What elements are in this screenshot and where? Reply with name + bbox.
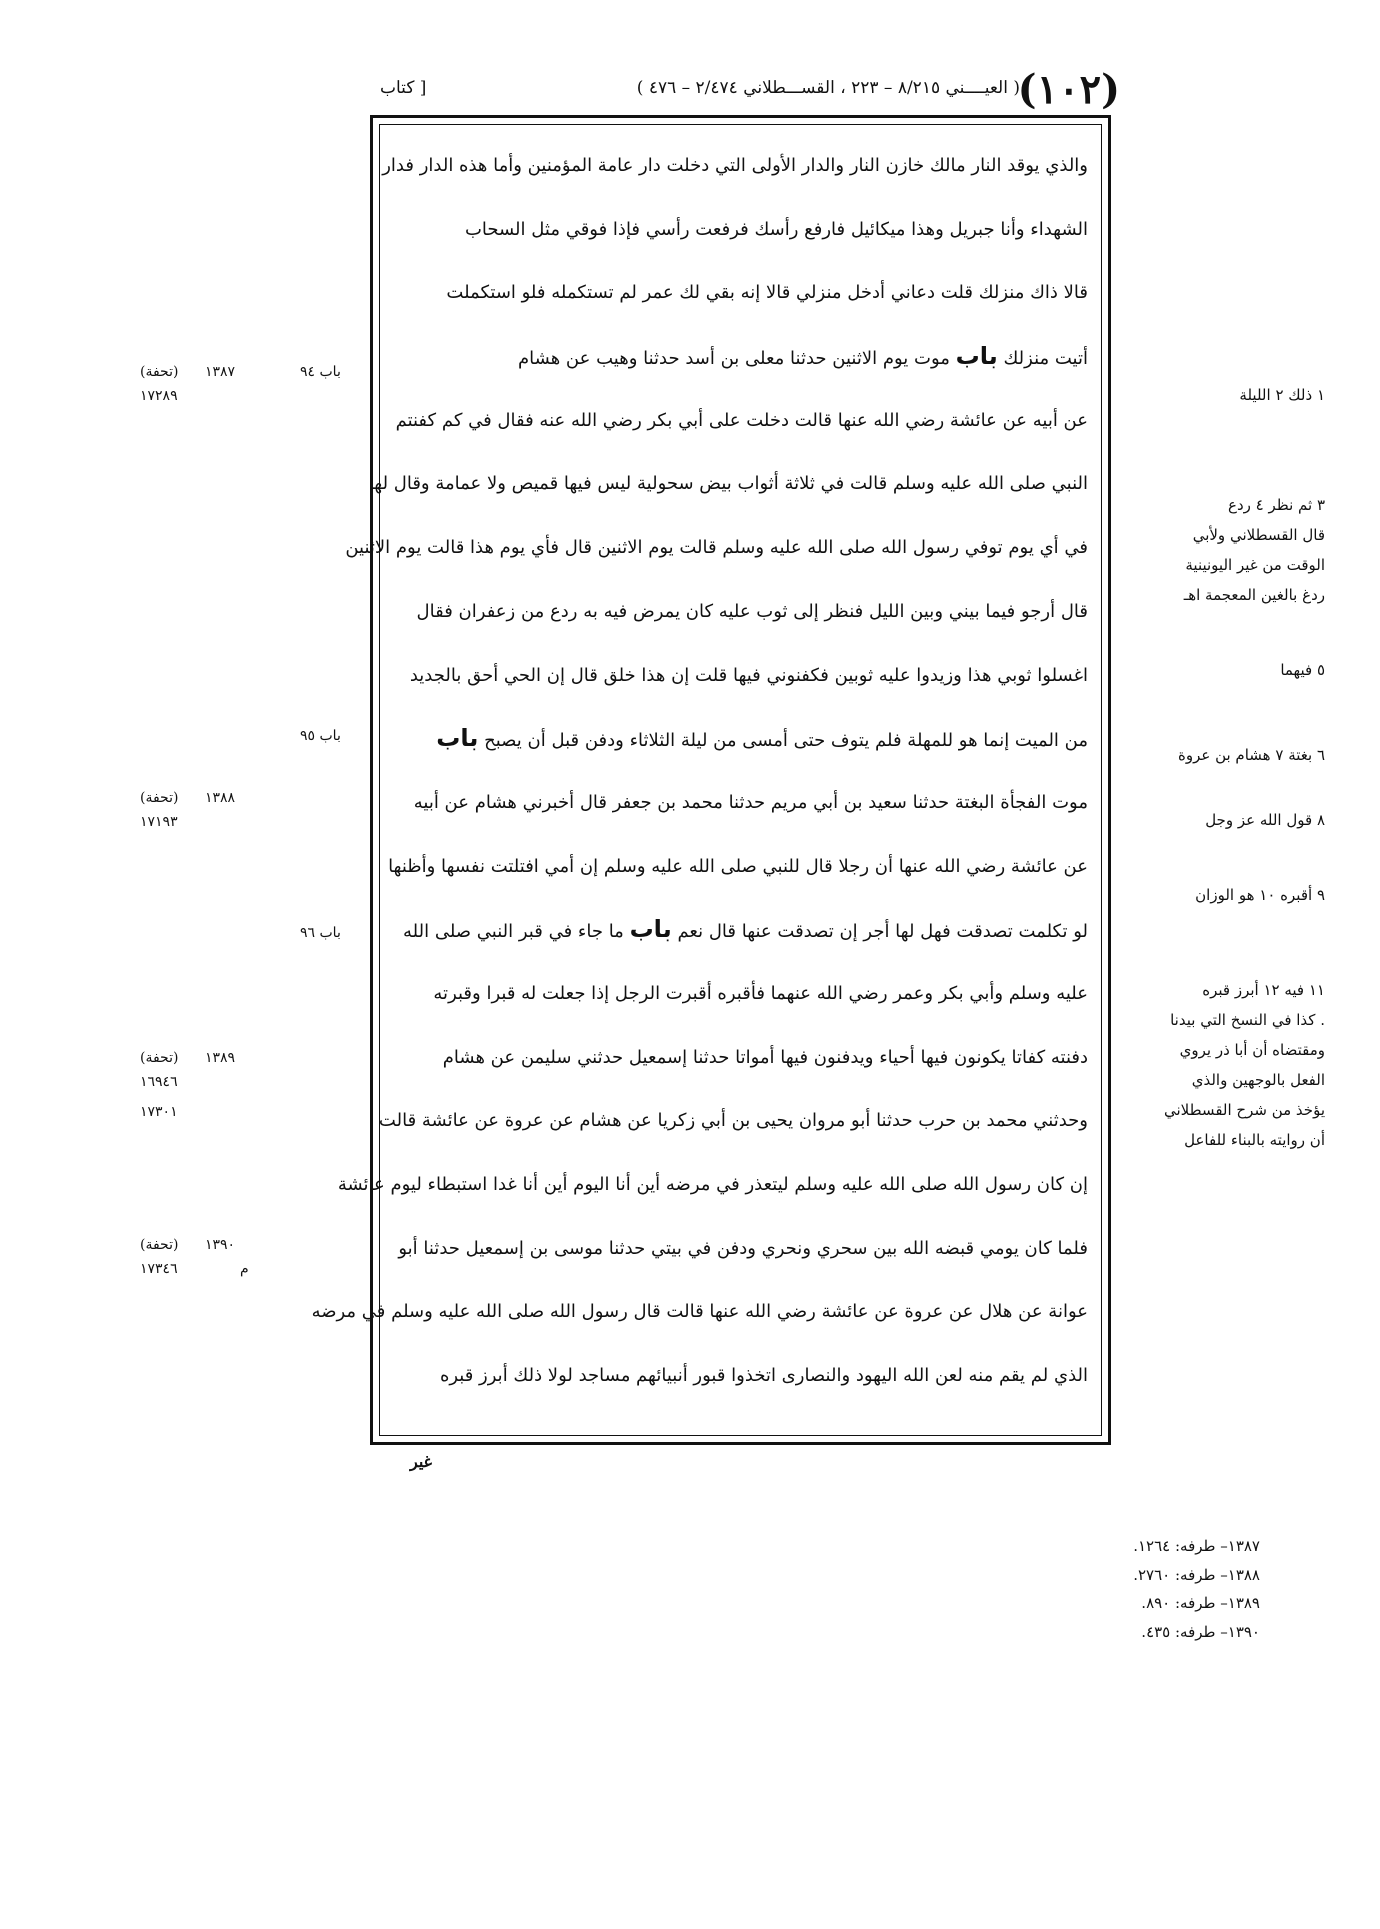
text-segment: فلما كان يومي قبضه الله بين سحري ونحري ودفن في بيتي [651,1237,1088,1259]
variant-note: ١١ فيه ١٢ أبرز قبره [1202,981,1325,999]
footnotes [900,1532,1260,1646]
isnad-segment: حدثنا إسمعيل حدثني سليمن عن هشام [442,1046,730,1068]
footnote: ١٣٨٧– طرفه: ١٢٦٤. [1133,1537,1260,1555]
variant-notes-2 [1130,490,1325,610]
catchword: غير [410,1452,433,1471]
tuhfa-number: ١٧١٩٣ [140,814,178,830]
tuhfa-number: ١٧٣٤٦ [140,1261,178,1277]
text-line-4 [393,325,1088,389]
text-line-1: والذي يوقد النار مالك خازن النار والدار الأولى التي دخلت دار عامة المؤمنين وأما هذه الدار فدار [382,155,1088,176]
chapter-label-95: باب [436,724,479,753]
hadith-number: ١٣٨٩ [205,1050,236,1066]
page-number: (١٠٢) [1017,66,1120,113]
running-header [380,66,1120,113]
chapter-title-95: موت الفجأة البغتة [954,791,1088,813]
variant-notes-4 [1130,740,1325,770]
variant-notes-7 [1130,975,1325,1155]
margin-note-h1388 [140,790,340,840]
chapter-title-96: ما جاء في قبر النبي صلى الله [403,921,624,943]
variant-note: . كذا في النسخ التي بيدنا [1170,1011,1325,1029]
isnad-segment: حدثنا معلى بن أسد حدثنا وهيب عن هشام [518,348,827,370]
chapter-label-94: باب [955,342,998,371]
variant-note: ١ ذلك ٢ الليلة [1239,386,1325,404]
margin-note-ch94 [140,364,341,414]
chapter-number: باب ٩٤ [300,364,341,380]
text-segment: فأقبره أقبرت الرجل إذا جعلت له قبرا وقبرته [433,982,765,1004]
variant-notes-5 [1130,805,1325,835]
text-line-14 [393,962,1088,1026]
text-line-10 [393,707,1088,771]
text-line-12: عن عائشة رضي الله عنها أن رجلا قال للنبي صلى الله عليه وسلم إن أمي افتلتت نفسها وأظنها [388,855,1088,877]
text-line-13 [393,898,1088,962]
text-line-20: الذي لم يقم منه لعن الله اليهود والنصارى اتخذوا قبور أنبيائهم مساجد لولا ذلك أبرز قبره [439,1365,1088,1387]
header-book-title: [ كتاب [380,78,427,98]
tuhfa-label: (تحفة) [140,364,179,380]
variant-notes-3 [1130,655,1325,685]
variant-note: ٩ أقبره ١٠ هو الوزان [1195,886,1325,904]
footnote: ١٣٨٨– طرفه: ٢٧٦٠. [1133,1565,1260,1584]
text-segment: من الميت إنما هو للمهلة فلم يتوف حتى أمسى من ليلة الثلاثاء ودفن قبل أن يصبح [484,730,1088,752]
text-line-17: إن كان رسول الله صلى الله عليه وسلم ليتعذر في مرضه أين أنا اليوم أين أنا غدا استبطاء ليوم عائشة [337,1174,1088,1195]
text-segment: دفنته كفاتا يكونون فيها أحياء ويدفنون فيها أمواتا [735,1046,1088,1068]
text-segment: عليه وسلم وأبي بكر وعمر رضي الله عنهما [770,982,1088,1004]
tuhfa-number: ١٧٢٨٩ [140,388,178,404]
chapter-number: باب ٩٦ [300,925,341,941]
hadith-number: ١٣٨٧ [205,364,236,380]
hadith-number: ١٣٨٨ [205,790,236,806]
margin-note-ch96 [160,925,340,945]
variant-note: أن روايته بالبناء للفاعل [1184,1131,1325,1149]
variant-notes-6 [1130,880,1325,910]
text-line-6: النبي صلى الله عليه وسلم قالت في ثلاثة أثواب بيض سحولية ليس فيها قميص ولا عمامة وقال لها [368,473,1088,495]
hadith-number: ١٣٩٠ [205,1237,236,1253]
tuhfa-label: (تحفة) [140,790,179,806]
header-reference: ( العيــــني ٨/٢١٥ – ٢٢٣ ، القســـطلاني ٢/٤٧٤ – ٤٧٦ ) [636,78,1020,98]
text-line-18 [393,1217,1088,1281]
text-line-5: عن أبيه عن عائشة رضي الله عنها قالت دخلت على أبي بكر رضي الله عنه فقال في كم كفنتم [395,409,1088,431]
text-line-2: الشهداء وأنا جبريل وهذا ميكائيل فارفع رأسك فرفعت رأسي فإذا فوقي مثل السحاب [464,218,1088,240]
footnote: ١٣٨٩– طرفه: ٨٩٠. [1141,1594,1260,1612]
tuhfa-label: (تحفة) [140,1237,179,1253]
variant-note: ٣ ثم نظر ٤ ردع [1228,496,1325,514]
variant-notes-1 [1130,380,1325,410]
text-line-19: عوانة عن هلال عن عروة عن عائشة رضي الله عنها قالت قال رسول الله صلى الله عليه وسلم في مرضه [311,1301,1088,1323]
chapter-title-94: موت يوم الاثنين [832,348,950,370]
text-segment: أتيت منزلك [1003,348,1088,370]
variant-note: ٥ فيهما [1280,661,1325,679]
variant-note: الوقت من غير اليونينية [1185,556,1325,574]
variant-note: ٦ بغتة ٧ هشام بن عروة [1177,746,1325,764]
variant-note: الفعل بالوجهين والذي [1191,1071,1325,1089]
tuhfa-number: ١٧٣٠١ [140,1104,178,1120]
tuhfa-label: (تحفة) [140,1050,179,1066]
margin-note-ch95 [160,728,340,748]
text-line-16: وحدثني محمد بن حرب حدثنا أبو مروان يحيى بن أبي زكريا عن هشام عن عروة عن عائشة قالت [378,1110,1088,1132]
tuhfa-number: ١٦٩٤٦ [140,1074,178,1090]
margin-note-h1389 [140,1050,340,1130]
text-line-9: اغسلوا ثوبي هذا وزيدوا عليه ثوبين فكفنوني فيها قلت إن هذا خلق قال إن الحي أحق بالجديد [409,664,1088,686]
chapter-label-96: باب [629,915,672,944]
chapter-number: باب ٩٥ [300,728,341,744]
text-segment: لو تكلمت تصدقت فهل لها أجر إن تصدقت عنها قال نعم [677,921,1088,943]
text-line-3: قالا ذاك منزلك قلت دعاني أدخل منزلي قالا إنه بقي لك عمر لم تستكمله فلو استكملت [446,282,1088,304]
text-line-15 [393,1026,1088,1090]
variant-note: ردغ بالغين المعجمة اهـ [1183,586,1325,604]
text-line-7: في أي يوم توفي رسول الله صلى الله عليه وسلم قالت يوم الاثنين قال فأي يوم هذا قالت يوم الاثنين [345,537,1088,559]
variant-note: قال القسطلاني ولأبي [1192,526,1325,544]
text-line-8: قال أرجو فيما بيني وبين الليل فنظر إلى ثوب عليه كان يمرض فيه به ردع من زعفران فقال [416,600,1088,622]
footnote: ١٣٩٠– طرفه: ٤٣٥. [1141,1622,1260,1641]
text-line-11 [393,771,1088,835]
isnad-segment: حدثنا موسى بن إسمعيل حدثنا أبو [398,1237,646,1259]
variant-note: ومقتضاه أن أبا ذر يروي [1179,1041,1325,1059]
isnad-segment: حدثنا سعيد بن أبي مريم حدثنا محمد بن جعفر قال أخبرني هشام عن أبيه [413,791,950,813]
variant-note: يؤخذ من شرح القسطلاني [1164,1101,1325,1119]
variant-note: ٨ قول الله عز وجل [1205,811,1325,829]
tuhfa-marker: م [240,1261,249,1277]
